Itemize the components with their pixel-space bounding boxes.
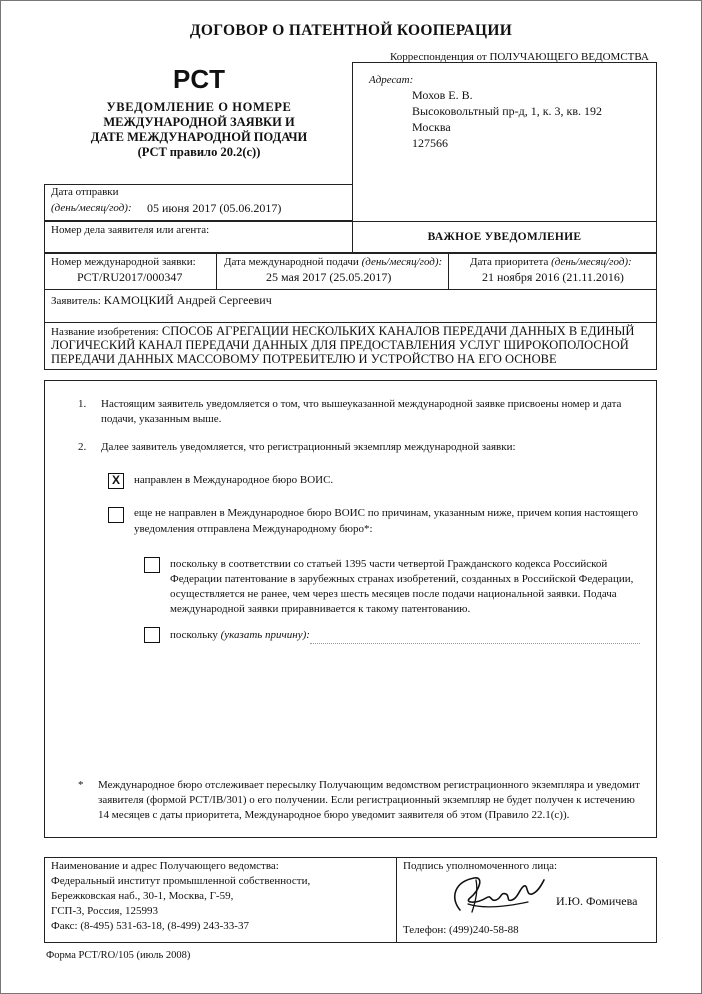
invention-line1: Название изобретения: СПОСОБ АГРЕГАЦИИ НЕСКОЛЬКИХ КАНАЛОВ ПЕРЕДАЧИ ДАННЫХ В ЕДИНЫЙ: [51, 324, 635, 338]
sent-option-label: направлен в Международное бюро ВОИС.: [134, 474, 334, 486]
office-line1: Федеральный институт промышленной собственности,: [51, 875, 311, 887]
addressee-city: Москва: [412, 120, 451, 134]
filing-date-label: Дата международной подачи (день/месяц/год):: [224, 256, 443, 268]
not-sent-line1: еще не направлен в Международное бюро ВОИС по причинам, указанным ниже, причем копия настоящего: [134, 507, 639, 519]
app-number-label: Номер международной заявки:: [51, 256, 196, 268]
office-label: Наименование и адрес Получающего ведомства:: [51, 860, 279, 872]
treaty-title: ДОГОВОР О ПАТЕНТНОЙ КООПЕРАЦИИ: [189, 22, 513, 39]
reason1-line4: международной заявки приравнивается к такому патентованию.: [170, 603, 471, 615]
notice-title-line3: ДАТЕ МЕЖДУНАРОДНОЙ ПОДАЧИ: [90, 130, 308, 144]
office-line2: Бережковская наб., 30-1, Москва, Г-59,: [51, 890, 234, 902]
item2-text: Далее заявитель уведомляется, что регистрационный экземпляр международной заявки:: [101, 441, 516, 453]
handwritten-signature: [440, 868, 552, 918]
applicant-line: Заявитель: КАМОЦКИЙ Андрей Сергеевич: [51, 293, 272, 307]
addressee-street: Высоковольтный пр-д, 1, к. 3, кв. 192: [412, 104, 603, 118]
reason1-line3: осуществляется не ранее, чем через шесть месяцев после подачи национальной заявки. Подача: [170, 588, 617, 600]
reason2-checkbox[interactable]: [144, 627, 160, 643]
item2-number: 2.: [78, 441, 87, 453]
footnote-line2: заявителя (формой PCT/IB/301) о его получении. Если регистрационный экземпляр не будет получен к истечению: [98, 794, 635, 806]
invention-line2: ЛОГИЧЕСКИЙ КАНАЛ ПЕРЕДАЧИ ДАННЫХ ДЛЯ ПРЕДОСТАВЛЕНИЯ УСЛУГ ШИРОКОПОЛОСНОЙ: [51, 338, 629, 352]
notice-title-line2: МЕЖДУНАРОДНОЙ ЗАЯВКИ И: [103, 115, 295, 129]
reason1-line2: Федерации патентование в зарубежных странах изобретений, созданных в Российской Федерации,: [170, 573, 634, 585]
addressee-box: [352, 62, 657, 222]
notice-title-line1: УВЕДОМЛЕНИЕ О НОМЕРЕ: [106, 100, 292, 114]
dispatch-format: (день/месяц/год):: [51, 202, 132, 214]
footnote-line3: 14 месяцев с даты приоритета, Международное бюро уведомит заявителя об этом (Правило 22.1(c)).: [98, 809, 570, 821]
priority-date-label: Дата приоритета (день/месяц/год):: [470, 256, 632, 268]
correspondence-label: Корреспонденция от ПОЛУЧАЮЩЕГО ВЕДОМСТВА: [390, 51, 649, 63]
pct-heading: PCT: [173, 64, 225, 94]
invention-line3: ПЕРЕДАЧИ ДАННЫХ МАССОВОМУ ПОТРЕБИТЕЛЮ И УСТРОЙСТВО НА ЕГО ОСНОВЕ: [51, 352, 557, 366]
reason2-fill-line[interactable]: [310, 643, 640, 644]
footnote-line1: Международное бюро отслеживает пересылку Получающим ведомством регистрационного экземпляра и уведомит: [98, 779, 640, 791]
filing-date-value: 25 мая 2017 (25.05.2017): [266, 270, 392, 284]
item1-line1: Настоящим заявитель уведомляется о том, что вышеуказанной международной заявке присвоены номер и дата: [101, 398, 622, 410]
sent-checkbox[interactable]: X: [108, 473, 124, 489]
notice-title-line4: (PCT правило 20.2(c)): [137, 145, 261, 159]
item1-line2: подачи, указанным выше.: [101, 413, 222, 425]
priority-date-value: 21 ноября 2016 (21.11.2016): [482, 270, 624, 284]
addressee-zip: 127566: [412, 136, 448, 150]
item1-number: 1.: [78, 398, 87, 410]
reason1-checkbox[interactable]: [144, 557, 160, 573]
signatory-name: И.Ю. Фомичева: [556, 894, 638, 908]
signature-label: Подпись уполномоченного лица:: [403, 860, 558, 872]
office-line3: ГСП-3, Россия, 125993: [51, 905, 158, 917]
addressee-name: Мохов Е. В.: [412, 88, 473, 102]
dispatch-label: Дата отправки: [51, 186, 119, 198]
form-identifier: Форма PCT/RO/105 (июль 2008): [46, 950, 191, 961]
app-number-value: PCT/RU2017/000347: [77, 270, 183, 284]
signature-phone: Телефон: (499)240-58-88: [403, 924, 519, 936]
agent-ref-label: Номер дела заявителя или агента:: [51, 224, 210, 236]
footnote-mark: *: [78, 779, 84, 791]
office-fax: Факс: (8-495) 531-63-18, (8-499) 243-33-37: [51, 920, 249, 932]
reason1-line1: поскольку в соответствии со статьей 1395 части четвертой Гражданского кодекса Российской: [170, 558, 608, 570]
addressee-label: Адресат:: [369, 74, 414, 86]
dispatch-value: 05 июня 2017 (05.06.2017): [147, 201, 282, 215]
important-notice: ВАЖНОЕ УВЕДОМЛЕНИЕ: [427, 231, 582, 243]
not-sent-checkbox[interactable]: [108, 507, 124, 523]
reason2-text: поскольку (указать причину):: [170, 629, 310, 641]
not-sent-line2: уведомления отправлена Международному бюро*:: [134, 523, 373, 535]
